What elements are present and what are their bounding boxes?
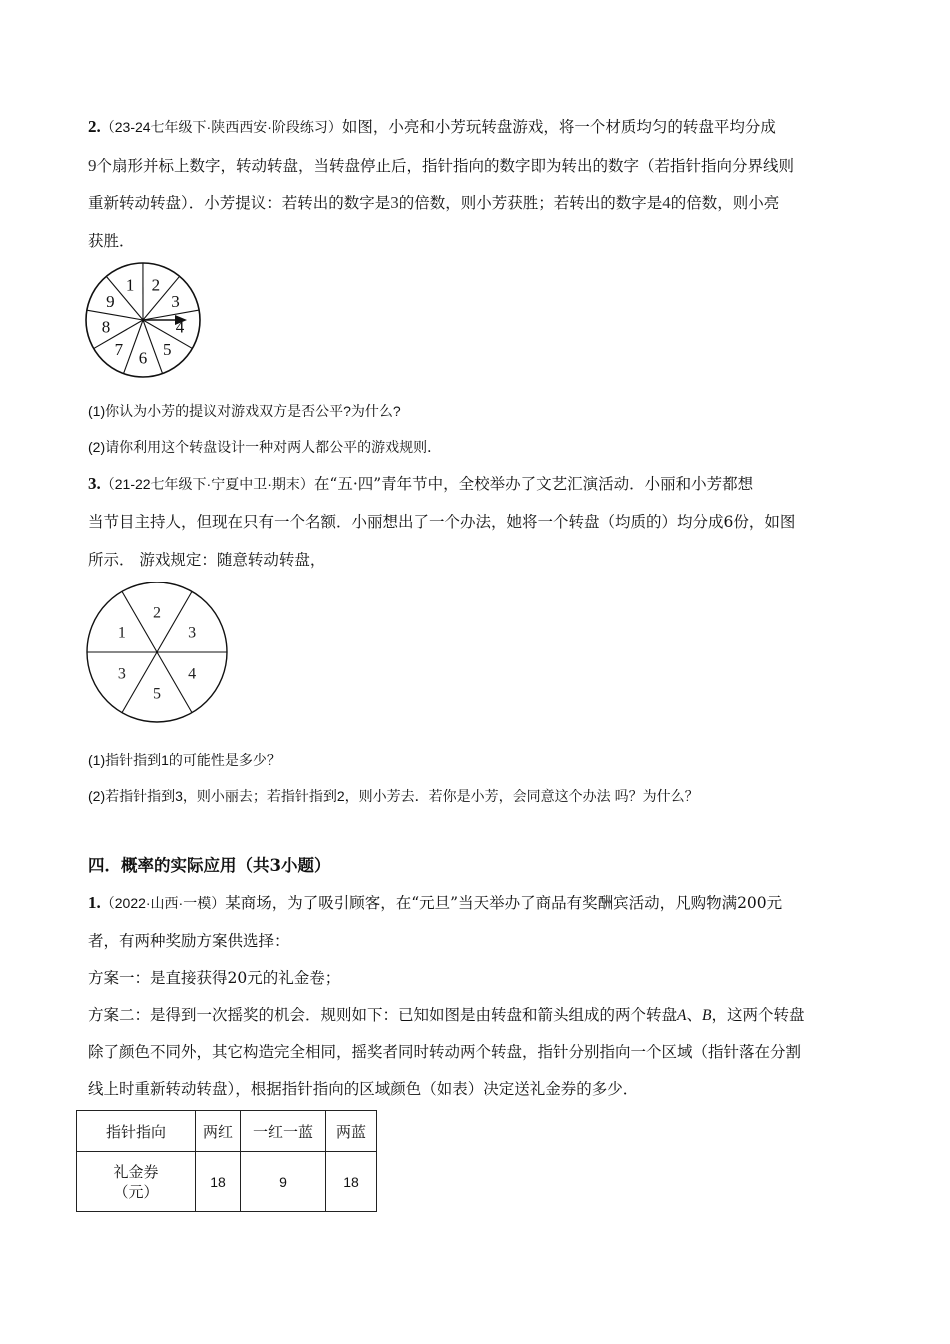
question-number: 3. <box>88 474 101 493</box>
table-cell: 9 <box>241 1152 326 1212</box>
spinner-sector-label: 5 <box>153 685 161 703</box>
table-row <box>77 1152 377 1212</box>
section-heading: 四．概率的实际应用（共3小题） <box>88 856 331 875</box>
spinner-sector-label: 9 <box>106 292 115 312</box>
q2-line-3: 重新转动转盘）．小芳提议：若转出的数字是3的倍数，则小芳获胜；若转出的数字是4的倍数，则小亮 <box>88 193 780 212</box>
spinner-sector-label: 8 <box>101 317 111 337</box>
spinner-sector-label: 1 <box>125 275 135 295</box>
spinner-sector-label: 5 <box>162 339 172 359</box>
spinner-sector-label: 3 <box>188 624 197 642</box>
spinner-divider <box>87 310 143 320</box>
question-source: （23-24七年级下·陕西西安·阶段练习） <box>100 119 342 135</box>
spinner-sector-label: 6 <box>138 348 148 368</box>
s4q1-line-5: 除了颜色不同外，其它构造完全相同，摇奖者同时转动两个转盘，指针分别指向一个区域（指针落在分割 <box>88 1043 802 1061</box>
spinner-9-sectors-figure <box>82 262 206 382</box>
table-header-cell: 指针指向 <box>77 1111 196 1152</box>
table-header-cell: 两蓝 <box>326 1111 377 1152</box>
table-cell: 18 <box>326 1152 377 1212</box>
q3-line-3: 所示． 游戏规定：随意转动转盘， <box>88 551 326 569</box>
question-source: （2022·山西·一模） <box>100 895 226 911</box>
q2-subquestion-1: (1)你认为小芳的提议对游戏双方是否公平?为什么? <box>88 403 401 419</box>
s4q1-line-6: 线上时重新转动转盘），根据指针指向的区域颜色（如表）决定送礼金券的多少． <box>88 1080 639 1098</box>
spinner-divider <box>157 652 192 713</box>
spinner-sector-label: 3 <box>117 665 126 683</box>
q2-line-1: 2.（23-24七年级下·陕西西安·阶段练习）如图，小亮和小芳玩转盘游戏，将一个材质均匀的转盘平均分成 <box>88 117 776 136</box>
s4q1-line-3: 方案一：是直接获得20元的礼金卷； <box>88 969 341 987</box>
question-number: 2. <box>88 117 101 136</box>
table-header-row <box>77 1111 377 1152</box>
question-source: （21-22七年级下·宁夏中卫·期末） <box>100 476 314 492</box>
spinner-divider <box>143 310 199 320</box>
table-header-cell: 两红 <box>196 1111 241 1152</box>
spinner-sector-label: 2 <box>151 275 161 295</box>
q3-subquestion-2: (2)若指针指到3，则小丽去；若指针指到2，则小芳去．若你是小芳，会同意这个办法 吗？为什么？ <box>88 788 699 804</box>
table-header-cell: 一红一蓝 <box>241 1111 326 1152</box>
spinner-sector-label: 7 <box>114 339 124 359</box>
spinner-sector-label: 4 <box>175 317 185 337</box>
reward-table <box>76 1110 377 1212</box>
spinner-sector-label: 2 <box>153 604 161 622</box>
s4q1-line-1: 1.（2022·山西·一模）某商场，为了吸引顾客，在“元旦”当天举办了商品有奖酬宾活动，凡购物满200元 <box>88 893 783 912</box>
spinner-sector-label: 3 <box>171 292 180 312</box>
table-cell: 18 <box>196 1152 241 1212</box>
q3-line-2: 当节目主持人，但现在只有一个名额．小丽想出了一个办法，她将一个转盘（均质的）均分成6份，如图 <box>88 513 796 531</box>
question-number: 1. <box>88 893 101 912</box>
spinner-sector-label: 4 <box>188 665 197 683</box>
q3-line-1: 3.（21-22七年级下·宁夏中卫·期末）在“五·四”青年节中，全校举办了文艺汇演活动．小丽和小芳都想 <box>88 474 754 493</box>
table-row-label: 礼金券（元） <box>77 1152 196 1212</box>
q3-subquestion-1: (1)指针指到1的可能性是多少？ <box>88 752 281 768</box>
q2-subquestion-2: (2)请你利用这个转盘设计一种对两人都公平的游戏规则． <box>88 439 442 455</box>
spinner-sector-label: 1 <box>117 624 126 642</box>
s4q1-line-4: 方案二：是得到一次摇奖的机会．规则如下：已知如图是由转盘和箭头组成的两个转盘A、B，这两个转盘 <box>88 1006 805 1024</box>
spinner-divider <box>122 652 157 713</box>
q2-line-2: 9个扇形并标上数字，转动转盘，当转盘停止后，指针指向的数字即为转出的数字（若指针指向分界线则 <box>88 156 795 175</box>
spinner-divider <box>157 591 192 652</box>
spinner-6-sectors-figure <box>84 582 230 724</box>
spinner-divider <box>122 591 157 652</box>
s4q1-line-2: 者，有两种奖励方案供选择： <box>88 932 290 950</box>
q2-line-4: 获胜． <box>88 232 135 250</box>
